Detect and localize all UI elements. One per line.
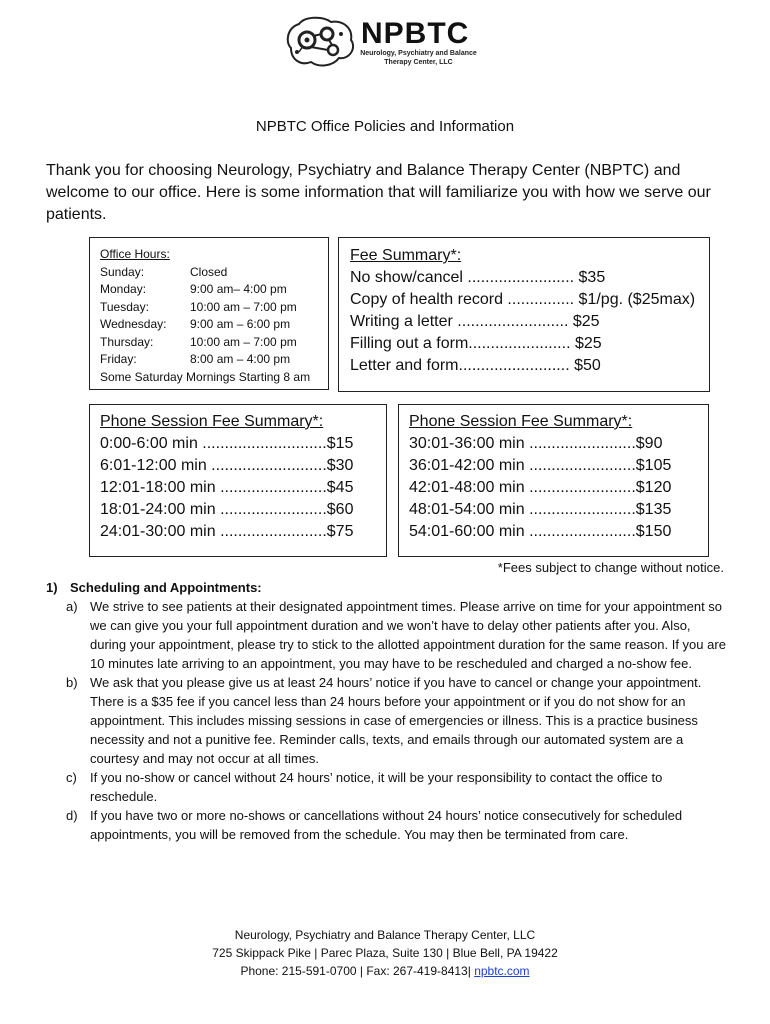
item-text: We ask that you please give us at least 24 hours’ notice if you have to cancel or change your appointment. There is a $35 fee if you cancel less than 24 hours before your appointment or if you do not show for an appointment. This includes missing sessions in case of emergencies or illness. This is a practice business necessity and not a punitive fee. Reminder calls, texts, and emails through our automated system are a courtesy and may not occur at all times. bbox=[90, 675, 702, 766]
hours-row bbox=[100, 334, 328, 352]
website-link[interactable]: npbtc.com bbox=[474, 964, 530, 978]
fees-note: *Fees subject to change without notice. bbox=[497, 560, 724, 575]
phone-fee-box-1 bbox=[89, 404, 387, 557]
item-text: We strive to see patients at their designated appointment times. Please arrive on time for your appointment so we can give you your full appointment duration and we won’t have to delay other patients after you. Also, during your appointment, please try to stick to the allotted appointment duration for the same reason. If you are 10 minutes late arriving to an appointment, you may have to be rescheduled and charged a no-show fee. bbox=[90, 599, 726, 671]
page-title: NPBTC Office Policies and Information bbox=[255, 118, 515, 135]
office-hours-rows bbox=[100, 264, 328, 369]
time: 8:00 am – 4:00 pm bbox=[190, 352, 291, 366]
list-item bbox=[66, 597, 726, 673]
phone-fee-row: 48:01-54:00 min ........................$135 bbox=[409, 501, 672, 518]
fee-row: No show/cancel ........................ $35 bbox=[350, 269, 606, 286]
day: Thursday: bbox=[100, 334, 154, 349]
hours-row bbox=[100, 264, 328, 282]
footer-company: Neurology, Psychiatry and Balance Therapy Center, LLC bbox=[234, 928, 536, 942]
footer-address: 725 Skippack Pike | Parec Plaza, Suite 130 | Blue Bell, PA 19422 bbox=[212, 946, 558, 960]
office-hours-heading: Office Hours: bbox=[100, 247, 170, 261]
list-item bbox=[66, 806, 726, 844]
item-text: If you no-show or cancel without 24 hours’ notice, it will be your responsibility to contact the office to reschedule. bbox=[90, 770, 663, 804]
office-hours-box bbox=[89, 237, 329, 390]
day: Wednesday: bbox=[100, 317, 167, 331]
phone-fee-box-2 bbox=[398, 404, 709, 557]
fee-row: Filling out a form....................... $25 bbox=[350, 335, 602, 352]
item-label: d) bbox=[66, 808, 78, 823]
npbtc-logo bbox=[283, 14, 483, 72]
hours-row bbox=[100, 281, 328, 299]
logo-subtitle bbox=[356, 49, 481, 67]
hours-row bbox=[100, 316, 328, 334]
time: Closed bbox=[190, 264, 228, 279]
section-title: Scheduling and Appointments: bbox=[70, 580, 262, 595]
phone-fee-row: 54:01-60:00 min ........................$150 bbox=[409, 523, 672, 540]
intro-paragraph: Thank you for choosing Neurology, Psychiatry and Balance Therapy Center (NBPTC) and welcome to our office. Here is some information that will familiarize you with how we serve our patients. bbox=[46, 162, 711, 223]
footer-phone-fax: Phone: 215-591-0700 | Fax: 267-419-8413| bbox=[240, 964, 475, 978]
list-item bbox=[66, 768, 726, 806]
logo-name: NPBTC bbox=[361, 17, 470, 50]
item-label: a) bbox=[66, 599, 78, 614]
phone-fee-row: 0:00-6:00 min ............................$15 bbox=[100, 435, 354, 452]
fee-row: Writing a letter ......................... $25 bbox=[350, 313, 600, 330]
phone-fee-row: 18:01-24:00 min ........................$60 bbox=[100, 501, 354, 518]
phone-fee-row: 24:01-30:00 min ........................$75 bbox=[100, 523, 354, 540]
time: 10:00 am – 7:00 pm bbox=[190, 299, 297, 314]
day: Sunday: bbox=[100, 264, 145, 279]
brain-gears-icon bbox=[283, 14, 361, 72]
logo-subtitle-line2: Therapy Center, LLC bbox=[384, 59, 453, 66]
day: Tuesday: bbox=[100, 299, 149, 314]
logo-subtitle-line1: Neurology, Psychiatry and Balance bbox=[360, 50, 477, 57]
time: 9:00 am– 4:00 pm bbox=[190, 282, 287, 296]
scheduling-section bbox=[46, 578, 726, 844]
office-hours-note: Some Saturday Mornings Starting 8 am bbox=[100, 369, 311, 384]
hours-row bbox=[100, 299, 328, 317]
footer bbox=[0, 926, 770, 980]
phone-fee-heading: Phone Session Fee Summary*: bbox=[409, 413, 633, 430]
item-text: If you have two or more no-shows or cancellations without 24 hours’ notice consecutively for scheduled appointments, you will be removed from the schedule. You may then be terminated from care. bbox=[90, 808, 683, 842]
phone-fee-row: 42:01-48:00 min ........................$120 bbox=[409, 479, 672, 496]
fee-row: Copy of health record ............... $1/pg. ($25max) bbox=[350, 291, 696, 308]
fee-summary-box bbox=[338, 237, 710, 392]
list-item bbox=[66, 673, 726, 768]
day: Friday: bbox=[100, 352, 137, 366]
phone-fee-row: 36:01-42:00 min ........................$105 bbox=[409, 457, 672, 474]
day: Monday: bbox=[100, 282, 147, 296]
phone-fee-row: 12:01-18:00 min ........................$45 bbox=[100, 479, 354, 496]
policy-list bbox=[46, 597, 726, 844]
section-number: 1) bbox=[46, 580, 58, 595]
item-label: c) bbox=[66, 770, 77, 785]
footer-contact bbox=[0, 962, 770, 980]
fee-row: Letter and form......................... $50 bbox=[350, 357, 601, 374]
section-heading bbox=[46, 578, 726, 597]
phone-fee-row: 6:01-12:00 min ..........................$30 bbox=[100, 457, 354, 474]
phone-fee-heading: Phone Session Fee Summary*: bbox=[100, 413, 324, 430]
fee-summary-heading: Fee Summary*: bbox=[350, 247, 462, 264]
item-label: b) bbox=[66, 675, 78, 690]
hours-row bbox=[100, 351, 328, 369]
time: 9:00 am – 6:00 pm bbox=[190, 317, 291, 331]
phone-fee-row: 30:01-36:00 min ........................$90 bbox=[409, 435, 663, 452]
time: 10:00 am – 7:00 pm bbox=[190, 334, 297, 349]
